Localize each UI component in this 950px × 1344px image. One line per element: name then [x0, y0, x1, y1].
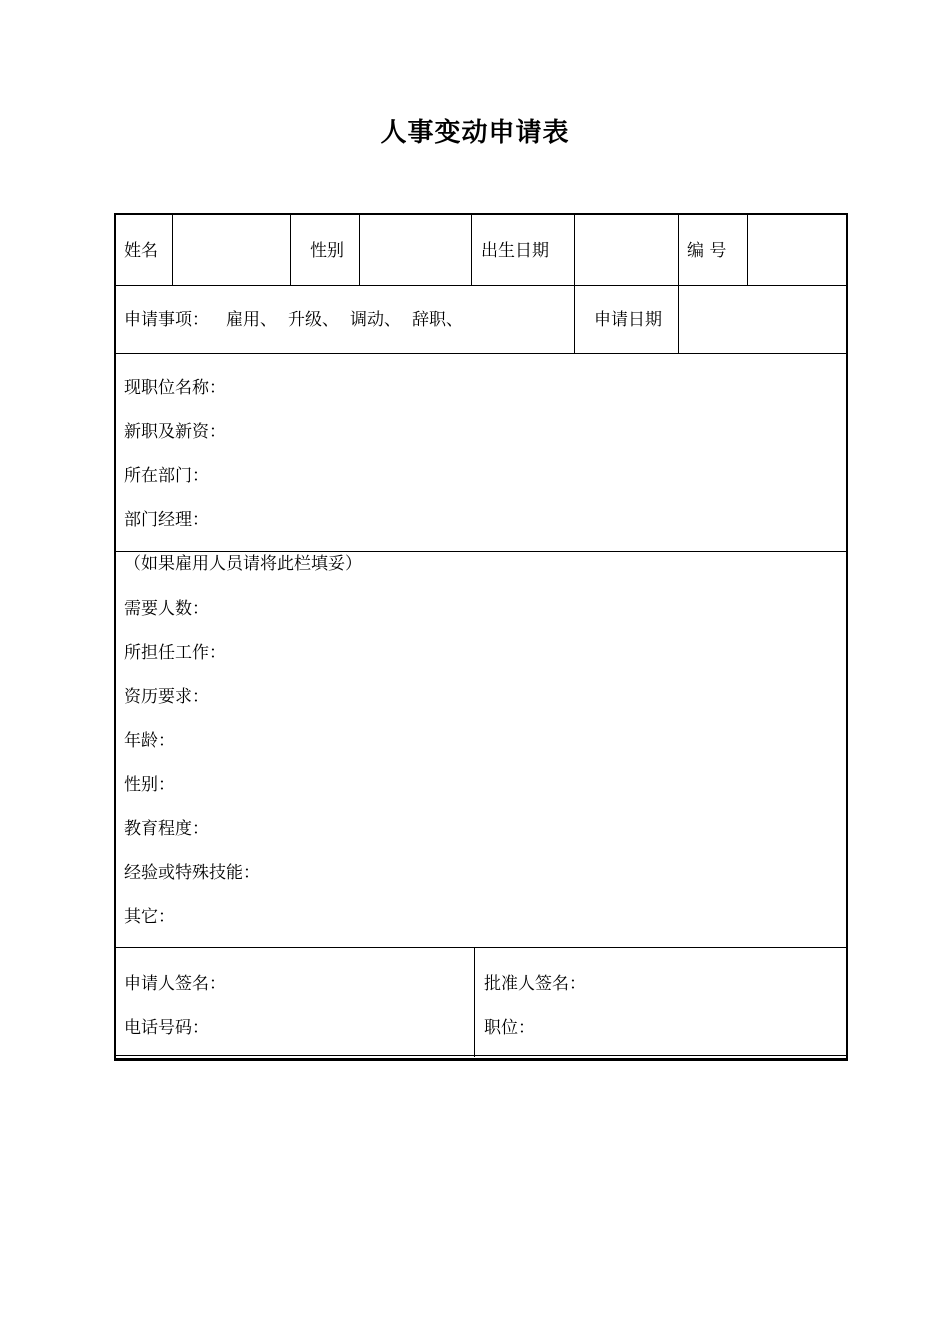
- job-duties-label: 所担任工作：: [124, 643, 226, 663]
- new-position-salary-label: 新职及新资：: [124, 422, 226, 442]
- approver-position-label: 职位：: [484, 1018, 535, 1038]
- department-manager-label: 部门经理：: [124, 510, 209, 530]
- birthdate-label: 出生日期: [481, 241, 549, 261]
- col-divider: [471, 215, 472, 285]
- option-resign[interactable]: 辞职、: [412, 310, 463, 330]
- col-divider: [359, 215, 360, 285]
- application-items-label: 申请事项：: [124, 310, 209, 330]
- current-position-label: 现职位名称：: [124, 378, 226, 398]
- department-label: 所在部门：: [124, 466, 209, 486]
- row-divider: [116, 285, 846, 286]
- option-hire[interactable]: 雇用、: [226, 310, 277, 330]
- col-divider: [172, 215, 173, 285]
- application-date-label: 申请日期: [594, 310, 662, 330]
- education-label: 教育程度：: [124, 819, 209, 839]
- col-divider: [474, 947, 475, 1057]
- option-transfer[interactable]: 调动、: [350, 310, 401, 330]
- row-divider: [116, 1055, 846, 1056]
- approver-signature-label: 批准人签名：: [484, 974, 586, 994]
- experience-skills-label: 经验或特殊技能：: [124, 863, 260, 883]
- col-divider: [290, 215, 291, 285]
- gender-requirement-label: 性别：: [124, 775, 175, 795]
- application-form: [114, 213, 848, 1061]
- number-label: 编 号: [687, 241, 727, 261]
- option-promote[interactable]: 升级、: [288, 310, 339, 330]
- row-divider: [116, 551, 846, 552]
- age-label: 年龄：: [124, 731, 175, 751]
- applicant-signature-label: 申请人签名：: [124, 974, 226, 994]
- headcount-label: 需要人数：: [124, 599, 209, 619]
- col-divider: [747, 215, 748, 285]
- phone-label: 电话号码：: [124, 1018, 209, 1038]
- col-divider: [678, 215, 679, 353]
- qualifications-label: 资历要求：: [124, 687, 209, 707]
- hiring-note: （如果雇用人员请将此栏填妥）: [124, 554, 362, 574]
- gender-label: 性别: [310, 241, 344, 261]
- name-label: 姓名: [124, 241, 158, 261]
- row-divider: [116, 947, 846, 948]
- col-divider: [574, 215, 575, 353]
- other-label: 其它：: [124, 907, 175, 927]
- page-title: 人事变动申请表: [380, 118, 570, 148]
- row-divider: [116, 353, 846, 354]
